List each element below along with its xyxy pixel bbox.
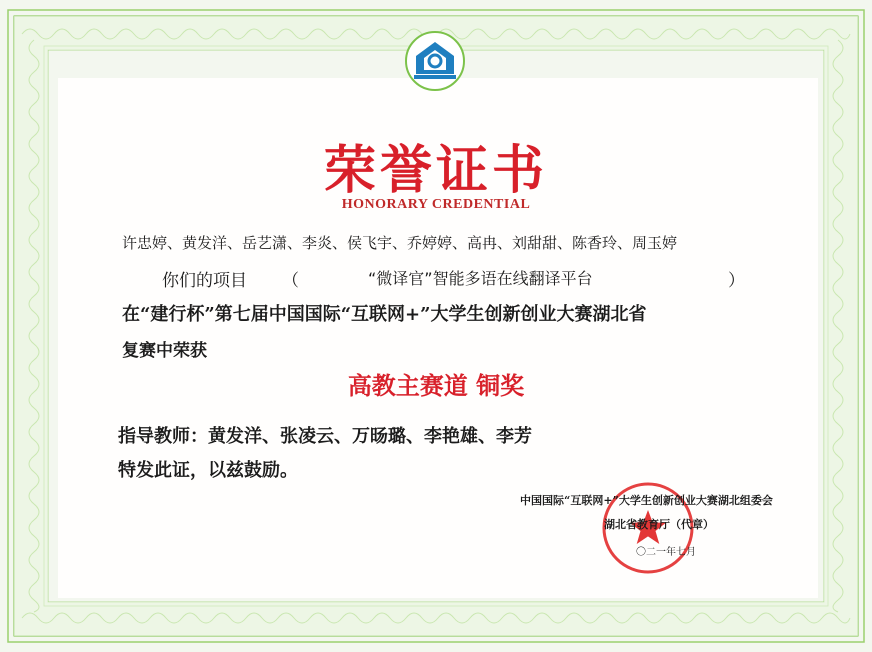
closing-text: 特发此证，以兹鼓励。 bbox=[118, 460, 298, 481]
project-paren-open: （ bbox=[282, 271, 299, 291]
competition-text: 在“建行杯”第七届中国国际“互联网+”大学生创新创业大赛湖北省 bbox=[122, 304, 647, 325]
issuer-text: 湖北省教育厅（代章） bbox=[604, 518, 714, 531]
emblem-logo bbox=[404, 30, 466, 92]
issue-date: 〇二一年七月 bbox=[636, 547, 696, 558]
recipient-names: 许忠婷、黄发洋、岳艺潇、李炎、侯飞宇、乔婷婷、高冉、刘甜甜、陈香玲、周玉婷 bbox=[122, 234, 678, 252]
award-title: 高教主赛道 铜奖 bbox=[347, 371, 525, 400]
project-paren-close: ） bbox=[728, 271, 745, 291]
certificate-title: 荣誉证书 bbox=[323, 140, 548, 201]
award-lead-text: 复赛中荣获 bbox=[122, 341, 207, 361]
advisors-text: 指导教师：黄发洋、张凌云、万旸璐、李艳雄、李芳 bbox=[118, 426, 532, 447]
project-name: “微译官”智能多语在线翻译平台 bbox=[368, 269, 593, 288]
certificate-subtitle: HONORARY CREDENTIAL bbox=[341, 197, 531, 212]
organizer-text: 中国国际“互联网+”大学生创新创业大赛湖北组委会 bbox=[520, 494, 773, 507]
project-lead-text: 你们的项目 bbox=[162, 271, 247, 291]
